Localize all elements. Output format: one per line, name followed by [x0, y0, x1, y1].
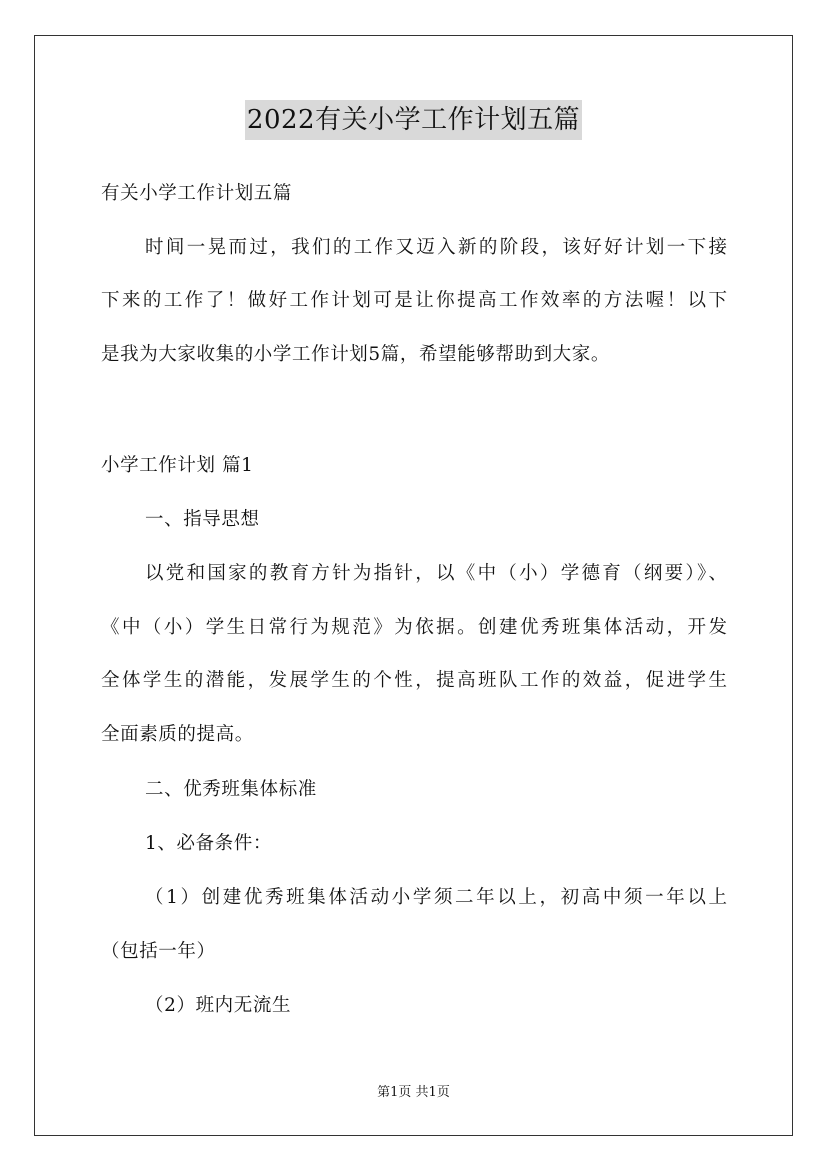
document-title: 2022有关小学工作计划五篇 — [245, 100, 582, 140]
list-heading: 1、必备条件： — [145, 833, 272, 854]
paragraph-line: 以党和国家的教育方针为指针，以《中（小）学德育（纲要）》、 — [145, 563, 727, 584]
list-item-line: （包括一年） — [101, 941, 216, 962]
page-footer: 第1页 共1页 — [377, 1085, 450, 1100]
paragraph-line: 全体学生的潜能，发展学生的个性，提高班队工作的效益，促进学生 — [101, 670, 727, 691]
list-item-line: （1）创建优秀班集体活动小学须二年以上，初高中须一年以上 — [145, 887, 727, 908]
paragraph-line: 下来的工作了！做好工作计划可是让你提高工作效率的方法喔！以下 — [101, 290, 727, 311]
paragraph-line: 《中（小）学生日常行为规范》为依据。创建优秀班集体活动，开发 — [101, 617, 727, 638]
section-heading: 小学工作计划 篇1 — [101, 455, 254, 476]
paragraph-line: 是我为大家收集的小学工作计划5篇，希望能够帮助到大家。 — [101, 344, 610, 365]
subsection-heading: 二、优秀班集体标准 — [145, 779, 317, 800]
paragraph-line: 时间一晃而过，我们的工作又迈入新的阶段，该好好计划一下接 — [145, 237, 727, 258]
paragraph-line: 全面素质的提高。 — [101, 724, 254, 745]
subtitle-line: 有关小学工作计划五篇 — [101, 183, 293, 204]
title-container — [0, 100, 827, 140]
subsection-heading: 一、指导思想 — [145, 509, 260, 530]
list-item-line: （2）班内无流生 — [145, 995, 292, 1016]
